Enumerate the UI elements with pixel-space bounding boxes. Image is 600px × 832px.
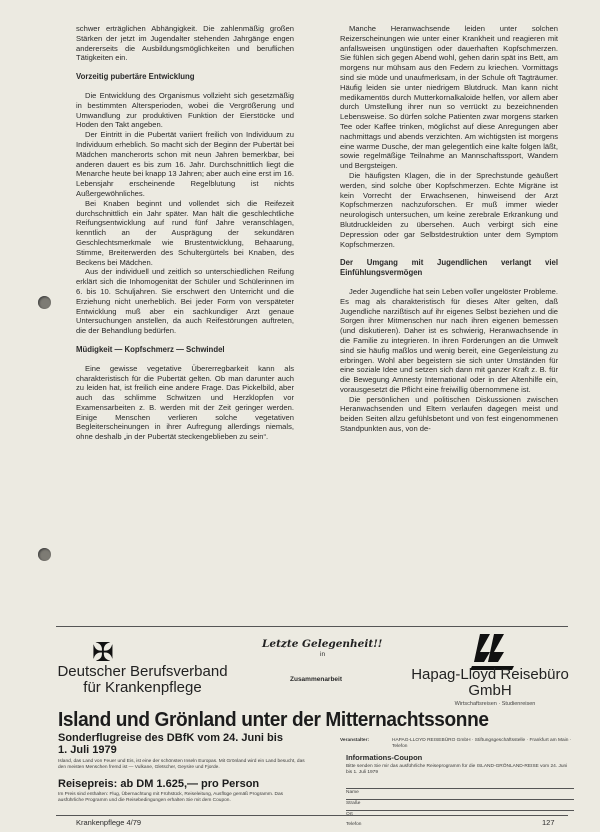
- paragraph: Die Entwicklung des Organismus vollzieht sich gesetzmäßig in bestimmten Altersperioden, wobei die Vergrößerung und Umwandlung zur produktiven Funktion der Eierstöcke und Hoden den Takt angeben.: [76, 90, 294, 130]
- section-heading: Müdigkeit — Kopfschmerz — Schwindel: [76, 344, 225, 354]
- coupon-note: Bitte senden Sie mir das ausführliche Reiseprogramm für die ISLAND-GRÖNLAND-REISE vom 24. Juni bis 1. Juli 1979: [346, 764, 568, 775]
- ad-slogan: Letzte Gelegenheit!!: [262, 638, 383, 650]
- footer-rule: [56, 815, 568, 816]
- cooperation-label: Zusammenarbeit: [290, 676, 343, 683]
- ad-subhead: Sonderflugreise des DBfK vom 24. Juni bis 1. Juli 1979: [58, 732, 283, 756]
- coupon-street-field[interactable]: Straße: [346, 791, 574, 800]
- page-number: 127: [542, 818, 555, 827]
- paragraph: Eine gewisse vegetative Übererregbarkeit kann als charakteristisch für die Pubertät gelten. Ob man darunter auch zu leiden hat, ist freilich eine andere Frage. Das Pickelbild, aber auch das schlimme Schwitzen und Herzklopfen vor Examensarbeiten z. B. werden mit der Zeit geringer werden. Einige Menschen verlieren solche vegetativen Begleiterscheinungen in ihrer Aufregung allerdings niemals, ohne deshalb „in der Pubertät steckengeblieben zu sein“.: [76, 363, 294, 442]
- ad-details: Island, das Land von Feuer und Eis, ist eine der schönsten Inseln Europas. Mit Grönland wird ein Land besucht, das den meisten Menschen fremd ist — Vulkane, Gletscher, Geysire und Fjorde.: [58, 759, 305, 770]
- organizer-label: Veranstalter:: [340, 738, 370, 743]
- right-text-column: [340, 24, 558, 434]
- paragraph: Jeder Jugendliche hat sein Leben voller ungelöster Probleme. Es mag als charakteristisch für dieses Alter gelten, daß Jugendliche narzißtisch auf ihr eigenes Selbst beziehen und die Sorgen ihrer Mitmenschen nur nach ihren eigenen bemessen (und diskutieren). Daher ist es schwierig, Heranwachsende in die Familie zu integrieren. In ihren Forderungen an die Umwelt sind sie häufig maßlos und wenig bereit, eine Gegenleistung zu erbringen. Wohl aber begeistern sie sich unter Umständen für eine soziale Idee und setzen sich dann mit ganzer Kraft z. B. für die Bewegung Amnesty International oder in der Altenhilfe ein, vorausgesetzt die Pflicht eine freiwillig übernommene ist.: [340, 286, 558, 394]
- coupon-name-field[interactable]: Name: [346, 780, 574, 789]
- organizer-text: HAPAG-LLOYD REISEBÜRO GmbH · Stiftungsgeschäftsstelle · Frankfurt am Main · Telefon: [392, 738, 572, 749]
- paragraph: Der Eintritt in die Pubertät variiert freilich von Individuum zu Individuum erheblich. So macht sich der Beginn der Pubertät bei Mädchen mancherorts schon mit neun Jahren bemerkbar, bei anderen dauert es bis zum 16. Jahr. Durchschnittlich liegt die Menarche heute bei knapp 13 Jahren; aber auch eine erst im 16. Lebensjahr erscheinende Regelblutung ist nichts Außergewöhnliches.: [76, 130, 294, 198]
- paragraph: Manche Heranwachsende leiden unter solchen Reizerscheinungen wie unter einer Krankheit und reagieren mit anfallsweisen ungünstigen oder dauerhaften Kopfschmerzen. Sie fühlen sich gegen Abend wohl, gehen darin spät ins Bett, am morgens nur mühsam aus den Federn zu kriechen. Vormittags sind sie müde und unaufmerksam, in der Schule oft Tagträumer. Häufig leiden sie unter niedrigem Blutdruck. Man kann nicht medikamentös durch Mutterkornalkaloide helfen, vor allem aber durch Umstellung ihrer nun so verrückt zu bezeichnenden Lebensweise. So dürfen solche Patienten zwar morgens starken Tee oder Kaffee trinken, möglichst auf diese Anregungen aber nachmittags und abends verzichten. Am wichtigsten ist morgens eine warme Dusche, der man gelegentlich eine kalte folgen läßt, sowie regelmäßige Teilnahme an Mannschaftssport, Wandern und Bergsteigen.: [340, 24, 558, 171]
- intro-text: schwer erträglichen Abhängigkeit. Die zahlenmäßig großen Stärken der jetzt im Jugendalter stehenden Jahrgänge engen andererseits die Ausbildungsmöglichkeiten und beruflichen Tätigkeiten ein.: [76, 24, 294, 63]
- in-word: in: [320, 651, 326, 658]
- paragraph: Die häufigsten Klagen, die in der Sprechstunde geäußert werden, sind solche über Kopfschmerzen. Echte Migräne ist kein Vorrecht der Erwachsenen, hinweisend der Arzt Kopfschmerzen nachzuforschen. Er muß immer wieder neurologisch untersuchen, um keine zerebrale Erkrankung und Blutdruckleiden zu übersehen. Auch verbirgt sich eine Depression oder gar Selbstdestruktion unter dem Symptom Kopfschmerzen.: [340, 170, 558, 249]
- price-label: Reisepreis: ab DM 1.625,— pro Person: [58, 778, 260, 790]
- left-text-column: [76, 24, 294, 442]
- section-heading: Vorzeitig pubertäre Entwicklung: [76, 72, 195, 82]
- coupon-city-field[interactable]: [346, 802, 574, 811]
- paragraph: Aus der individuell und zeitlich so unterschiedlichen Reifung erklärt sich die Inhomogenität der Schüler und Schülerinnen im 6. bis 10. Schuljahren. Sie erschwert den Unterricht und die Erziehung nicht unerheblich. Bei jeder Form von verspäteter Entwicklung muß aber ein sachkundiger Arzt genaue Untersuchungen anstellen, da auch Reifestörungen auftreten, die der Behandlung bedürfen.: [76, 267, 294, 336]
- coupon-phone-field[interactable]: Telefon: [346, 822, 362, 827]
- price-details: Im Preis sind enthalten: Flug, Übernachtung mit Frühstück, Reiseleitung, Ausflüge gemäß Programm. Das ausführliche Programm und die Reisebedingungen erhalten Sie mit dem Coupon.: [58, 792, 284, 803]
- ad-headline: Island und Grönland unter der Mitternachtssonne: [58, 708, 489, 731]
- cross-logo-icon: ✠: [92, 638, 114, 668]
- hapag-lloyd-name: Hapag-Lloyd Reisebüro GmbH: [411, 666, 569, 699]
- coupon-title: Informations-Coupon: [346, 753, 423, 762]
- hapag-lloyd-subtitle: Wirtschaftsreisen · Studienreisen: [454, 701, 536, 707]
- paragraph: Bei Knaben beginnt und vollendet sich die Reifezeit durchschnittlich ein Jahr später. Man hält die geschlechtliche Reifungsentwicklung auf rund fünf Jahre veranschlagen, kenntlich an der Ausprägung der sekundären Geschlechtsmerkmale wie Brustentwicklung, Behaarung, Stimme, Breiterwerden des Schultergürtels bei Knaben, des Beckens bei Mädchen.: [76, 198, 294, 267]
- punch-hole-top: [38, 296, 51, 309]
- paragraph: Die persönlichen und politischen Diskussionen zwischen Heranwachsenden und Eltern verlaufen dagegen meist und beiden Seiten allzu gefühlsbetont und von fest eingenommenen Standpunkten aus, von de-: [340, 394, 558, 434]
- punch-hole-bottom: [38, 548, 51, 561]
- dbfk-name: Deutscher Berufsverband für Krankenpflege: [57, 663, 228, 696]
- journal-name: Krankenpflege 4/79: [76, 818, 142, 827]
- ad-top-rule: [56, 626, 568, 627]
- section-heading: Der Umgang mit Jugendlichen verlangt viel Einfühlungsvermögen: [340, 258, 558, 278]
